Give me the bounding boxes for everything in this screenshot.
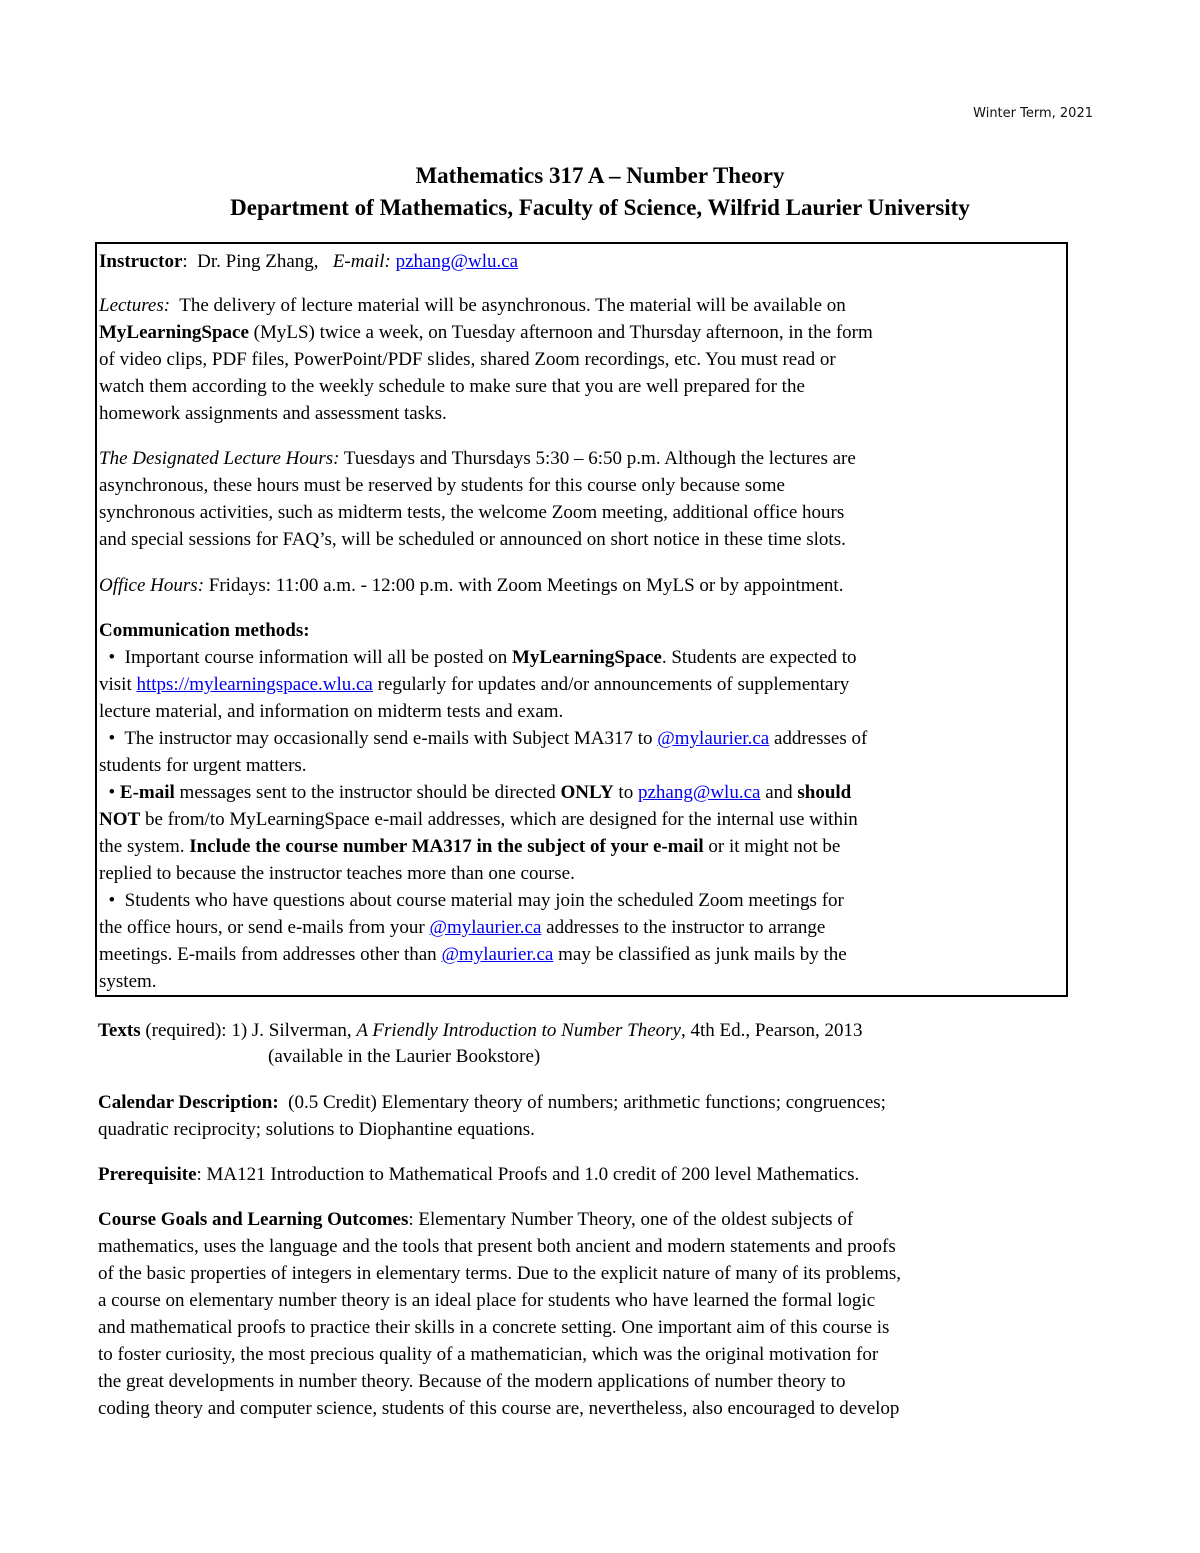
text: meetings. E-mails from addresses other than bbox=[99, 944, 437, 965]
text: be from/to MyLearningSpace e-mail addresses, which are designed for the internal use within bbox=[144, 809, 858, 830]
goals-line-1: Course Goals and Learning Outcomes: Elementary Number Theory, one of the oldest subjects of bbox=[98, 1209, 854, 1230]
comm-bullet-3-line-3 bbox=[99, 836, 840, 858]
text: Important course information will all be posted on bbox=[124, 647, 508, 668]
comm-bullet-3-line-2 bbox=[99, 809, 858, 831]
lectures-line-4: watch them according to the weekly schedule to make sure that you are well prepared for the bbox=[99, 376, 805, 397]
text: and bbox=[765, 782, 793, 803]
text: 1) J. Silverman, bbox=[231, 1020, 352, 1041]
communication-heading-text: Communication methods: bbox=[99, 620, 310, 641]
comm-bullet-3-line-4: replied to because the instructor teaches more than one course. bbox=[99, 863, 575, 884]
text: to bbox=[618, 782, 634, 803]
comm-bullet-4-line-1 bbox=[99, 890, 844, 912]
prerequisite-label: Prerequisite bbox=[98, 1164, 197, 1185]
communication-heading bbox=[99, 620, 310, 642]
bold-text: ONLY bbox=[560, 782, 614, 803]
bold-text: E-mail bbox=[119, 782, 175, 803]
lectures-line-3: of video clips, PDF files, PowerPoint/PDF slides, shared Zoom recordings, etc. You must read or bbox=[99, 349, 836, 370]
lectures-line-5: homework assignments and assessment tasks. bbox=[99, 403, 447, 424]
text: the office hours, or send e-mails from your bbox=[99, 917, 425, 938]
bullet-icon: • bbox=[108, 728, 116, 749]
text: (required): bbox=[145, 1020, 227, 1041]
comm-bullet-1-line-2 bbox=[99, 674, 849, 696]
comm-bullet-1-line-3: lecture material, and information on midterm tests and exam. bbox=[99, 701, 564, 722]
goals-line-4: a course on elementary number theory is an ideal place for students who have learned the formal logic bbox=[98, 1290, 876, 1311]
comm-bullet-4-line-2 bbox=[99, 917, 825, 939]
term-label: Winter Term, 2021 bbox=[973, 106, 1093, 121]
goals-line-5: and mathematical proofs to practice their skills in a concrete setting. One important aim of this course is bbox=[98, 1317, 890, 1338]
goals-line-7: the great developments in number theory. Because of the modern applications of number theory to bbox=[98, 1371, 846, 1392]
designated-hours-label: The Designated Lecture Hours bbox=[99, 448, 334, 469]
bullet-icon: • bbox=[108, 890, 116, 911]
text: visit bbox=[99, 674, 132, 695]
lectures-label: Lectures bbox=[99, 295, 164, 316]
comm-bullet-4-line-4: system. bbox=[99, 971, 157, 992]
comm-bullet-4-line-3 bbox=[99, 944, 847, 966]
bullet-icon: • bbox=[108, 647, 116, 668]
lectures-text: The delivery of lecture material will be asynchronous. The material will be available on bbox=[179, 295, 846, 316]
calendar-line-2: quadratic reciprocity; solutions to Diophantine equations. bbox=[98, 1119, 535, 1140]
calendar-line-1: Calendar Description: (0.5 Credit) Elementary theory of numbers; arithmetic functions; congruences; bbox=[98, 1092, 886, 1113]
office-hours-line: Office Hours: Fridays: 11:00 a.m. - 12:00 p.m. with Zoom Meetings on MyLS or by appointment. bbox=[99, 575, 844, 596]
texts-label: Texts bbox=[98, 1020, 141, 1041]
texts-availability: (available in the Laurier Bookstore) bbox=[268, 1046, 541, 1067]
text: addresses of bbox=[773, 728, 868, 749]
instructor-line: Instructor: Dr. Ping Zhang, E-mail: pzhang@wlu.ca bbox=[99, 251, 519, 272]
text: MA121 Introduction to Mathematical Proofs and 1.0 credit of 200 level Mathematics. bbox=[206, 1164, 860, 1185]
office-hours-label: Office Hours bbox=[99, 575, 198, 596]
designated-hours-line-2: asynchronous, these hours must be reserved by students for this course only because some bbox=[99, 475, 785, 496]
designated-hours-text: Tuesdays and Thursdays 5:30 – 6:50 p.m. Although the lectures are bbox=[343, 448, 856, 469]
text: The instructor may occasionally send e-mails with Subject MA317 to bbox=[124, 728, 653, 749]
comm-bullet-1-line-1 bbox=[99, 647, 857, 669]
email-label: E-mail bbox=[332, 251, 385, 272]
text: , 4th Ed., Pearson, 2013 bbox=[680, 1020, 863, 1041]
goals-line-6: to foster curiosity, the most precious quality of a mathematician, which was the original motivation for bbox=[98, 1344, 879, 1365]
bold-text: NOT bbox=[99, 809, 141, 830]
comm-bullet-2-line-2: students for urgent matters. bbox=[99, 755, 307, 776]
instructor-label: Instructor bbox=[99, 251, 183, 272]
lectures-line-2 bbox=[99, 322, 873, 344]
text: or it might not be bbox=[708, 836, 841, 857]
text: Elementary Number Theory, one of the oldest subjects of bbox=[418, 1209, 854, 1230]
text: messages sent to the instructor should be directed bbox=[179, 782, 556, 803]
calendar-label: Calendar Description bbox=[98, 1092, 273, 1113]
text: Students who have questions about course material may join the scheduled Zoom meetings for bbox=[124, 890, 844, 911]
mylaurier-link-2[interactable]: @mylaurier.ca bbox=[429, 917, 542, 938]
instructor-email-link[interactable]: pzhang@wlu.ca bbox=[395, 251, 519, 272]
instructor-email-link-2[interactable]: pzhang@wlu.ca bbox=[637, 782, 761, 803]
mylaurier-link[interactable]: @mylaurier.ca bbox=[657, 728, 770, 749]
goals-line-3: of the basic properties of integers in elementary terms. Due to the explicit nature of many of its problems, bbox=[98, 1263, 902, 1284]
bold-text: should bbox=[797, 782, 852, 803]
text: (0.5 Credit) Elementary theory of numbers; arithmetic functions; congruences; bbox=[288, 1092, 886, 1113]
mylearningspace-link[interactable]: https://mylearningspace.wlu.ca bbox=[136, 674, 373, 695]
prerequisite-line: Prerequisite: MA121 Introduction to Mathematical Proofs and 1.0 credit of 200 level Mathematics. bbox=[98, 1164, 860, 1185]
designated-hours-line-4: and special sessions for FAQ’s, will be scheduled or announced on short notice in these time slots. bbox=[99, 529, 846, 550]
lectures-line-1: Lectures: The delivery of lecture material will be asynchronous. The material will be available on bbox=[99, 295, 846, 316]
course-title: Mathematics 317 A – Number Theory bbox=[415, 163, 785, 188]
instructor-name: Dr. Ping Zhang, bbox=[197, 251, 319, 272]
department-subtitle: Department of Mathematics, Faculty of Science, Wilfrid Laurier University bbox=[230, 195, 970, 220]
book-title: A Friendly Introduction to Number Theory bbox=[356, 1020, 681, 1041]
text: may be classified as junk mails by the bbox=[558, 944, 847, 965]
designated-hours-line-1: The Designated Lecture Hours: Tuesdays and Thursdays 5:30 – 6:50 p.m. Although the lectures are bbox=[99, 448, 856, 469]
mylaurier-link-3[interactable]: @mylaurier.ca bbox=[441, 944, 554, 965]
comm-bullet-3-line-1 bbox=[99, 782, 851, 804]
text: the system. bbox=[99, 836, 185, 857]
text: addresses to the instructor to arrange bbox=[546, 917, 826, 938]
text: regularly for updates and/or announcements of supplementary bbox=[377, 674, 850, 695]
goals-line-8: coding theory and computer science, students of this course are, nevertheless, also encouraged to develop bbox=[98, 1398, 900, 1419]
lectures-text: (MyLS) twice a week, on Tuesday afternoon and Thursday afternoon, in the form bbox=[253, 322, 873, 343]
platform-name: MyLearningSpace bbox=[99, 322, 249, 343]
designated-hours-line-3: synchronous activities, such as midterm tests, the welcome Zoom meeting, additional office hours bbox=[99, 502, 845, 523]
goals-line-2: mathematics, uses the language and the tools that present both ancient and modern statements and proofs bbox=[98, 1236, 896, 1257]
bullet-icon: • bbox=[108, 782, 116, 803]
comm-bullet-2-line-1 bbox=[99, 728, 867, 750]
text: . Students are expected to bbox=[661, 647, 857, 668]
goals-label: Course Goals and Learning Outcomes bbox=[98, 1209, 409, 1230]
texts-line bbox=[98, 1020, 863, 1042]
platform-name: MyLearningSpace bbox=[511, 647, 662, 668]
bold-text: Include the course number MA317 in the subject of your e-mail bbox=[189, 836, 704, 857]
office-hours-text: Fridays: 11:00 a.m. - 12:00 p.m. with Zoom Meetings on MyLS or by appointment. bbox=[208, 575, 844, 596]
